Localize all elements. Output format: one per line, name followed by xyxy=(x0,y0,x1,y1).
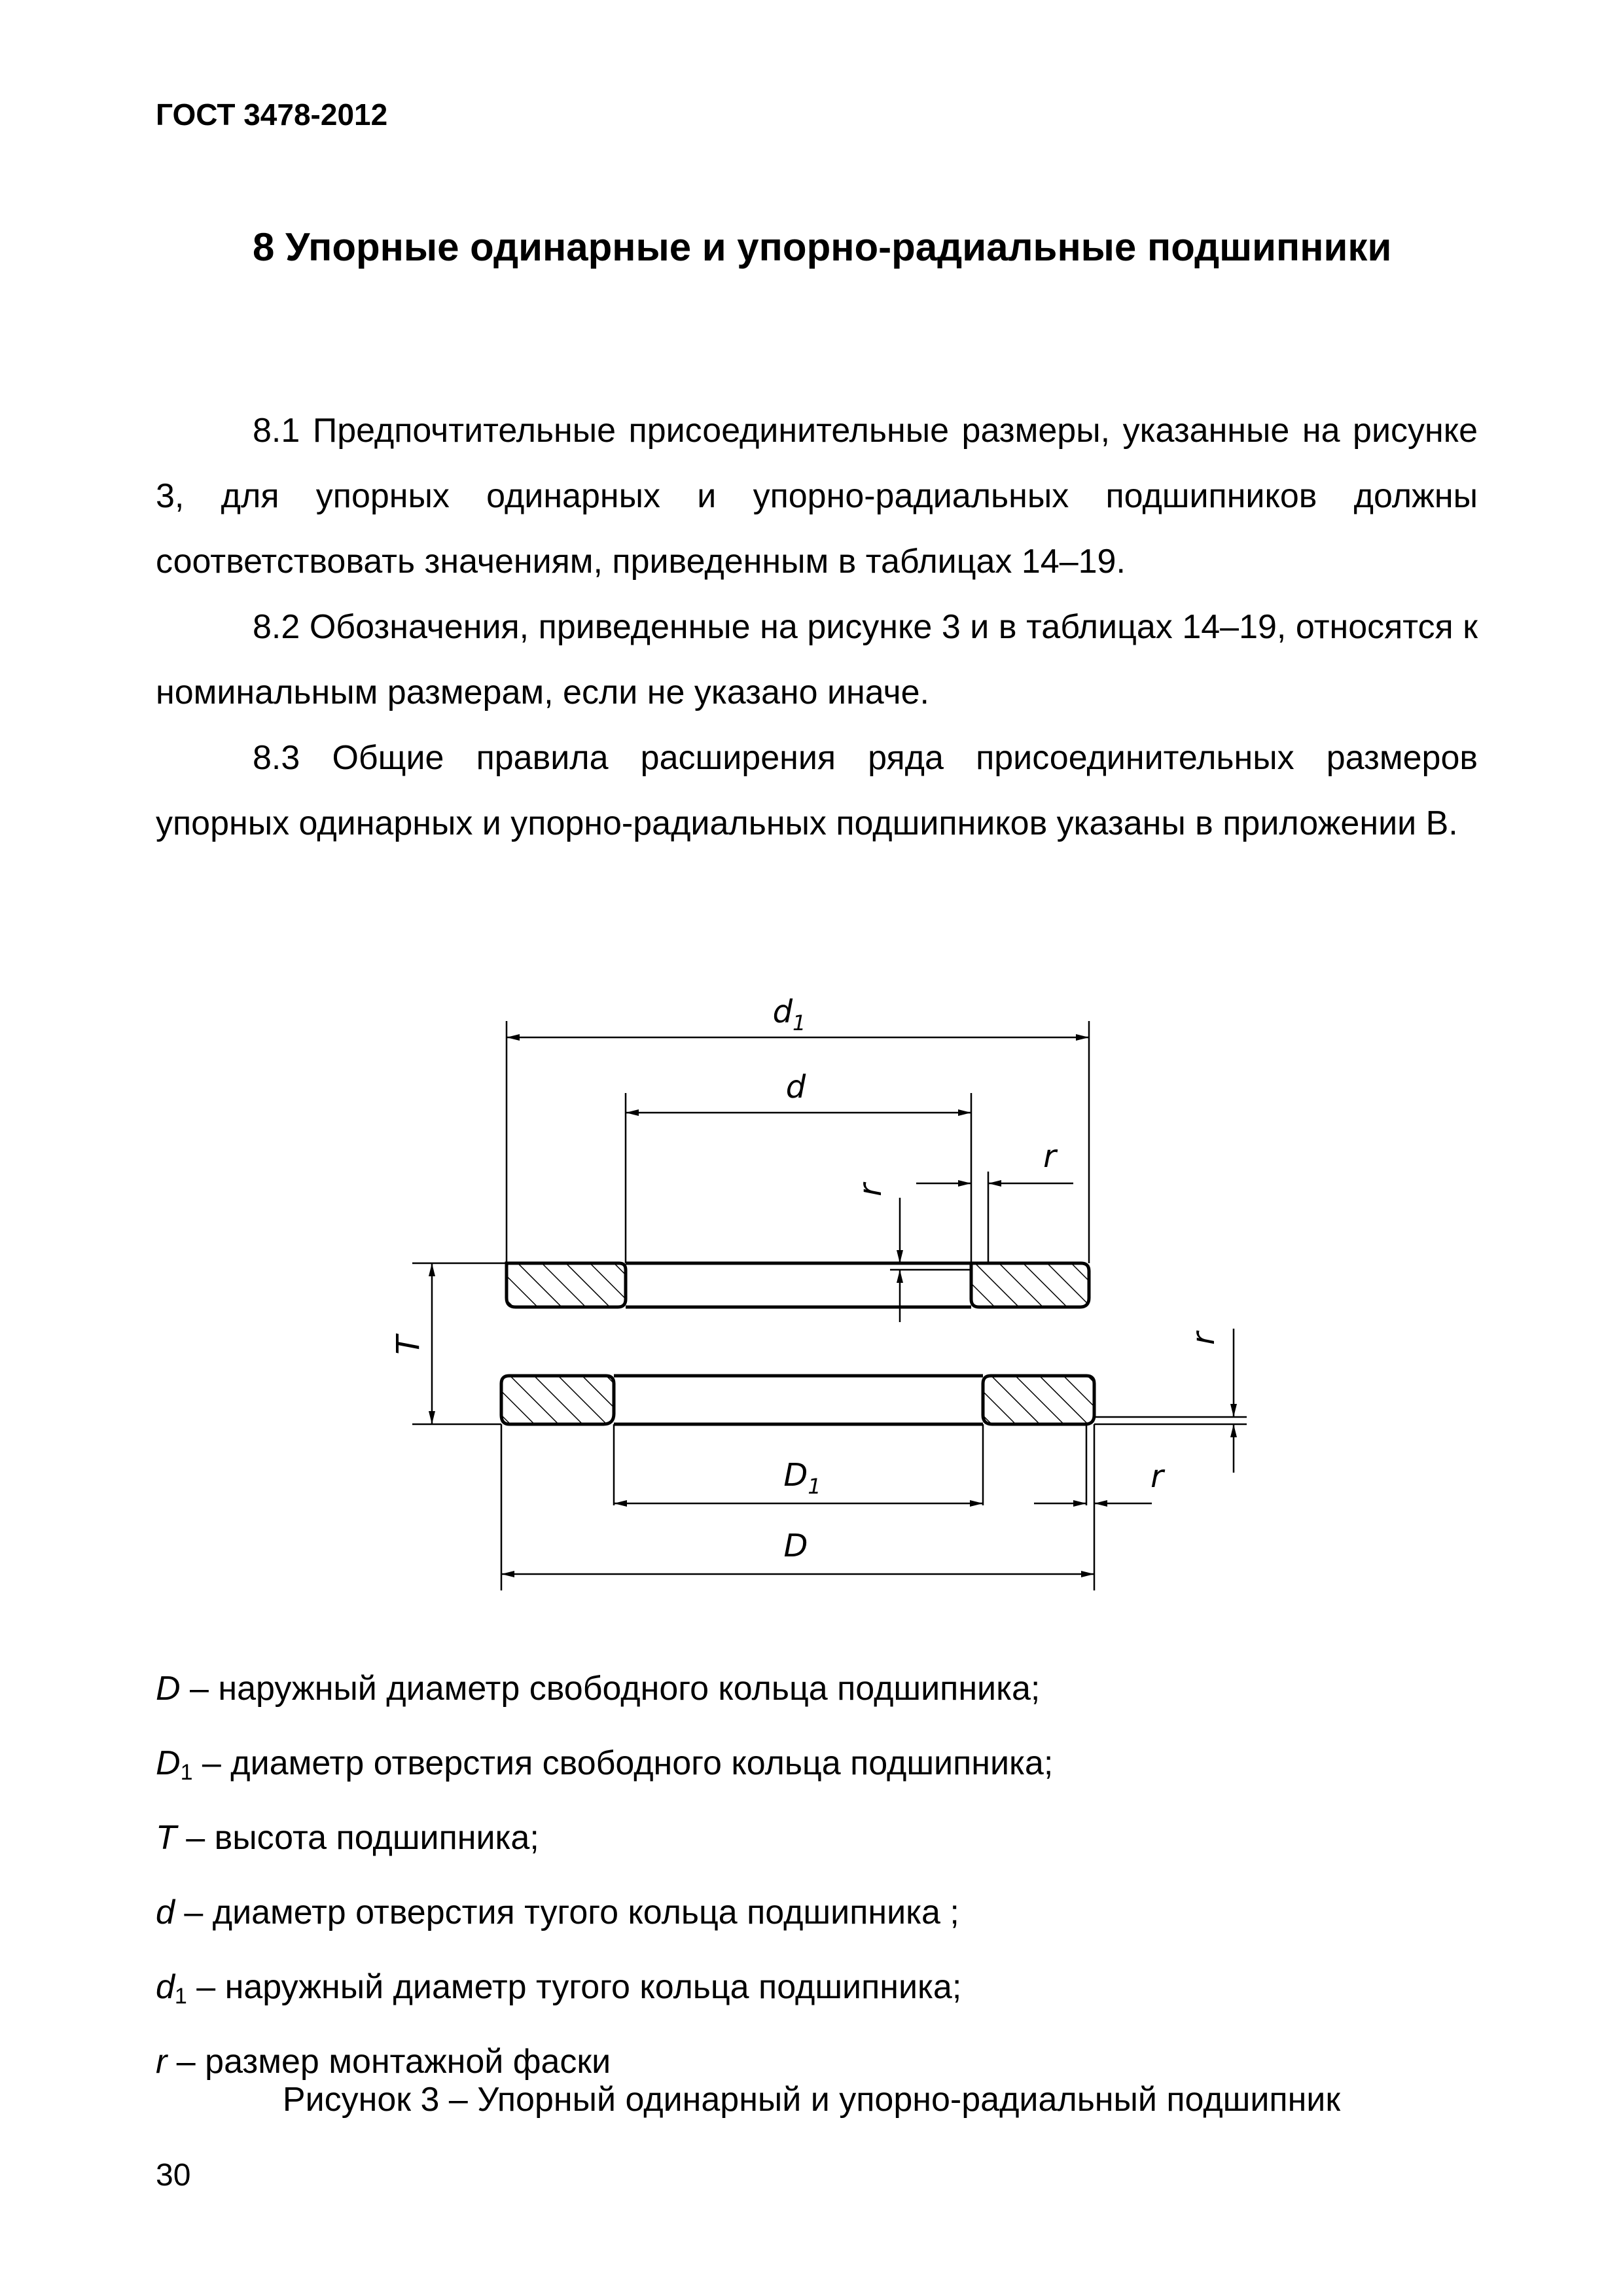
housing-washer xyxy=(501,1376,1094,1424)
label-d1-capital: $D_1$ xyxy=(783,1457,821,1499)
shaft-washer xyxy=(507,1263,1089,1307)
page-number: 30 xyxy=(156,2158,191,2193)
label-d-capital: D xyxy=(783,1528,808,1564)
paragraph-8-1: 8.1 Предпочтительные присоединительные размеры, указанные на рисунке 3, для упорных одинарных и упорно-радиальных подшипников должны соответствовать значениям, приведенным в таблицах 14–19. xyxy=(156,412,1478,581)
legend-item: D – наружный диаметр свободного кольца подшипника; xyxy=(156,1670,1041,1708)
label-r-right: r xyxy=(1185,1332,1222,1345)
label-t: T xyxy=(390,1335,427,1355)
legend-item: $d_1$ – наружный диаметр тугого кольца подшипника; xyxy=(156,1968,962,2009)
bearing-drawing xyxy=(366,969,1283,1610)
legend-item: T – высота подшипника; xyxy=(156,1819,539,1857)
legend-item: d – диаметр отверстия тугого кольца подшипника ; xyxy=(156,1893,959,1931)
paragraph-8-3: 8.3 Общие правила расширения ряда присоединительных размеров упорных одинарных и упорно-радиальных подшипников указаны в приложении В. xyxy=(156,739,1478,842)
document-code: ГОСТ 3478-2012 xyxy=(156,98,388,132)
paragraph-8-2: 8.2 Обозначения, приведенные на рисунке 3 и в таблицах 14–19, относятся к номинальным размерам, если не указано иначе. xyxy=(156,608,1478,711)
section-title: 8 Упорные одинарные и упорно-радиальные подшипники xyxy=(253,225,1392,269)
label-d: d xyxy=(785,1069,806,1105)
legend-item: r – размер монтажной фаски xyxy=(156,2043,611,2081)
label-r-bottom: r xyxy=(1150,1458,1164,1495)
label-d1: $d_1$ xyxy=(772,994,806,1035)
label-r-top: r xyxy=(1043,1138,1056,1175)
figure-caption: Рисунок 3 – Упорный одинарный и упорно-радиальный подшипник xyxy=(282,2081,1341,2119)
legend-item: $D_1$ – диаметр отверстия свободного кольца подшипника; xyxy=(156,1744,1054,1785)
figure-legend xyxy=(156,1656,1478,2104)
label-r-vertical-top: r xyxy=(852,1183,889,1196)
